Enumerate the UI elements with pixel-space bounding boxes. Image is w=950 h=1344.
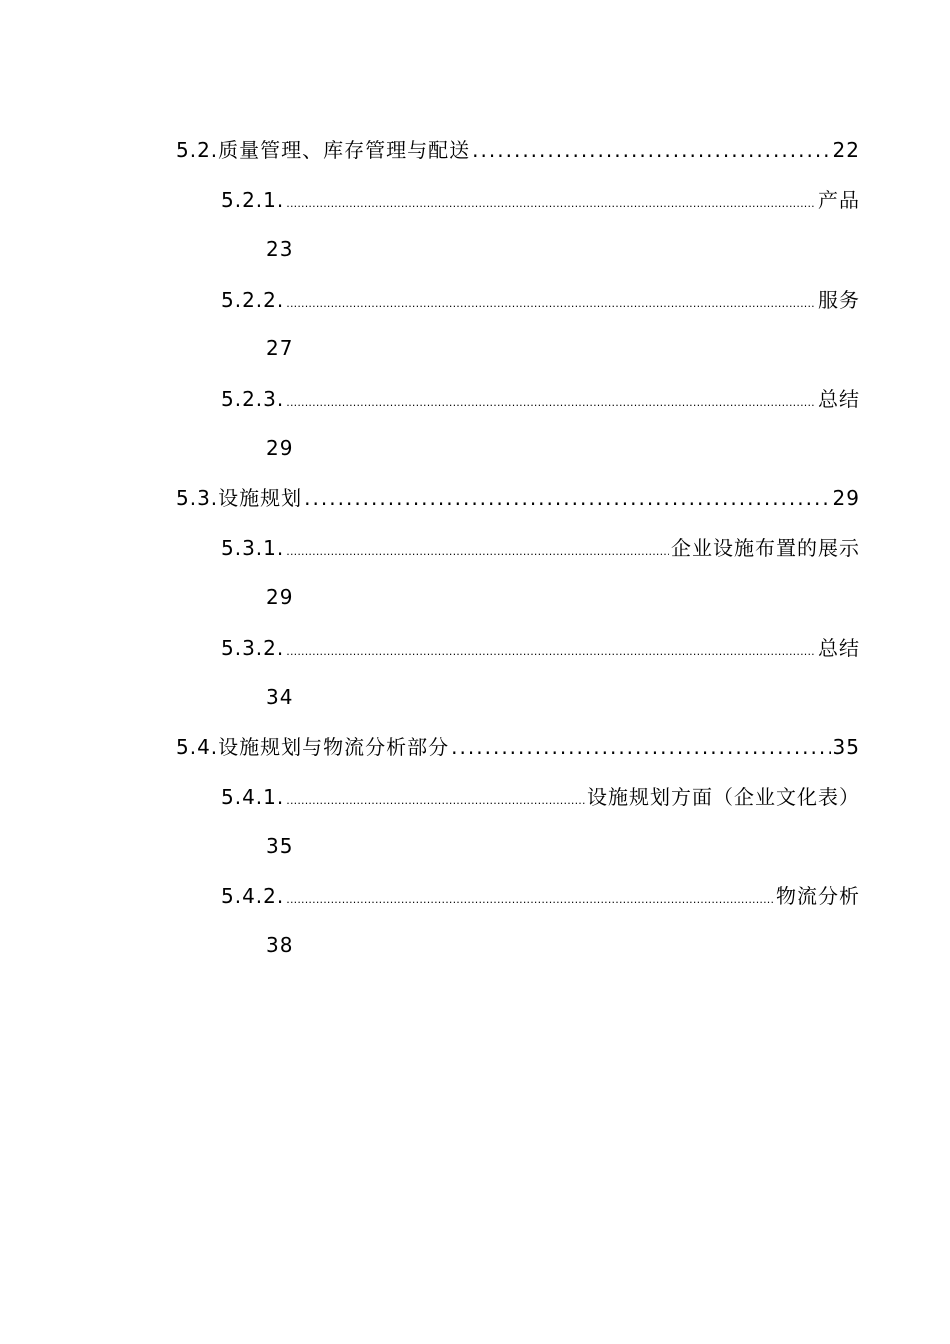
toc-leader-dots [286,537,669,567]
toc-number: 5.3.1. [221,536,285,560]
toc-number: 5.2.1. [221,188,285,212]
toc-title: 服务 [818,288,860,312]
toc-title: 总结 [818,387,860,411]
toc-number: 5.2.3. [221,387,285,411]
toc-title: 设施规划与物流分析部分 [218,735,450,759]
toc-entry-5-3-2[interactable] [221,633,860,663]
toc-entry-5-2-2[interactable] [221,285,860,315]
toc-leader-dots [451,732,830,762]
toc-page-number: 29 [266,585,294,609]
toc-page-number: 29 [832,486,860,510]
toc-page-number: 29 [266,436,294,460]
toc-entry-5-4-2[interactable] [221,881,860,911]
toc-title: 物流分析 [776,884,860,908]
toc-title: 产品 [818,188,860,212]
toc-entry-5-2-1[interactable] [221,185,860,215]
toc-number: 5.2.2. [221,288,285,312]
toc-title: 质量管理、库存管理与配送 [218,138,471,162]
toc-entry-5-4-1[interactable] [221,782,860,812]
toc-entry-5-2-3[interactable] [221,384,860,414]
toc-number: 5.3. [176,486,219,510]
toc-entry-5-2[interactable] [176,135,860,165]
toc-leader-dots [472,135,830,165]
toc-entry-5-3[interactable] [176,483,860,513]
toc-page-number: 23 [266,237,294,261]
toc-entry-5-3-1[interactable] [221,533,860,563]
toc-leader-dots [286,885,774,915]
toc-leader-dots [286,637,816,667]
toc-number: 5.4.1. [221,785,285,809]
toc-title: 企业设施布置的展示 [671,536,860,560]
toc-leader-dots [304,483,830,513]
toc-number: 5.3.2. [221,636,285,660]
toc-page-number: 35 [832,735,860,759]
toc-number: 5.4. [176,735,219,759]
toc-entry-5-4[interactable] [176,732,860,762]
toc-title: 总结 [818,636,860,660]
toc-leader-dots [286,786,585,816]
toc-leader-dots [286,289,816,319]
toc-page-number: 22 [832,138,860,162]
toc-leader-dots [286,388,816,418]
toc-page-number: 34 [266,685,294,709]
toc-number: 5.4.2. [221,884,285,908]
toc-page-number: 35 [266,834,294,858]
toc-page-number: 27 [266,336,294,360]
toc-title: 设施规划 [218,486,303,510]
toc-number: 5.2. [176,138,219,162]
toc-page-number: 38 [266,933,294,957]
toc-leader-dots [286,189,816,219]
toc-title: 设施规划方面（企业文化表） [587,785,860,809]
